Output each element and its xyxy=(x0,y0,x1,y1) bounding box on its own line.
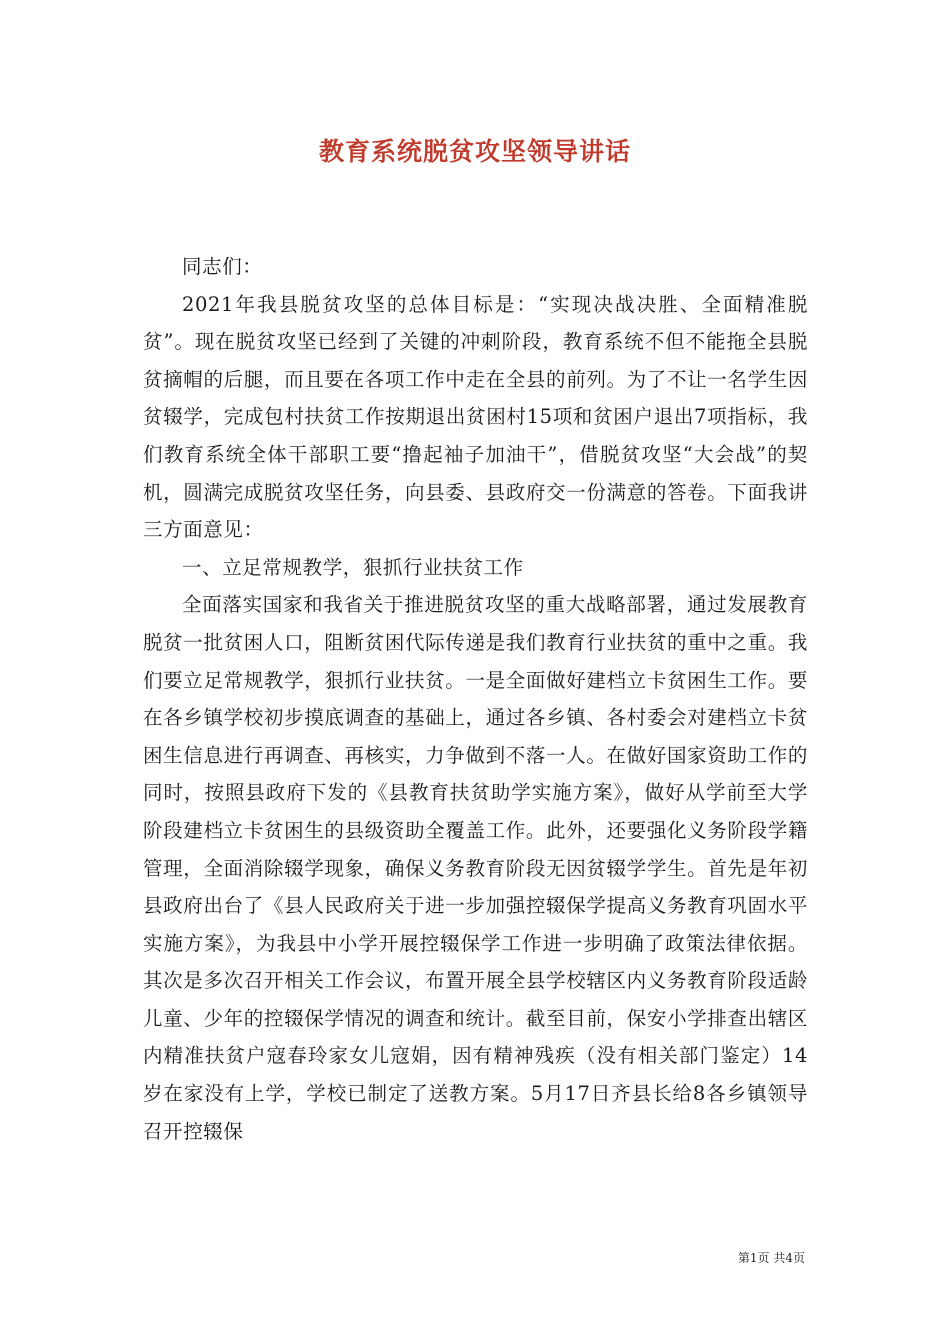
document-title: 教育系统脱贫攻坚领导讲话 xyxy=(318,137,631,166)
paragraph-intro: 2021年我县脱贫攻坚的总体目标是：“实现决战决胜、全面精准脱贫”。现在脱贫攻坚已经到了关键的冲刺阶段，教育系统不但不能拖全县脱贫摘帽的后腿，而且要在各项工作中走在全县的前列。为了不让一名学生因贫辍学，完成包村扶贫工作按期退出贫困村15项和贫困户退出7项指标，我们教育系统全体干部职工要“撸起袖子加油干”，借脱贫攻坚“大会战”的契机，圆满完成脱贫攻坚任务，向县委、县政府交一份满意的答卷。下面我讲三方面意见： xyxy=(143,292,808,542)
document-body xyxy=(143,248,808,1150)
salutation: 同志们： xyxy=(182,255,263,278)
section-heading-1: 一、立足常规教学，狠抓行业扶贫工作 xyxy=(182,555,524,579)
paragraph-section-1: 全面落实国家和我省关于推进脱贫攻坚的重大战略部署，通过发展教育脱贫一批贫困人口，阻断贫困代际传递是我们教育行业扶贫的重中之重。我们要立足常规教学，狠抓行业扶贫。一是全面做好建档立卡贫困生工作。要在各乡镇学校初步摸底调查的基础上，通过各乡镇、各村委会对建档立卡贫困生信息进行再调查、再核实，力争做到不落一人。在做好国家资助工作的同时，按照县政府下发的《县教育扶贫助学实施方案》，做好从学前至大学阶段建档立卡贫困生的县级资助全覆盖工作。此外，还要强化义务阶段学籍管理，全面消除辍学现象，确保义务教育阶段无因贫辍学学生。首先是年初县政府出台了《县人民政府关于进一步加强控辍保学提高义务教育巩固水平实施方案》，为我县中小学开展控辍保学工作进一步明确了政策法律依据。其次是多次召开相关工作会议，布置开展全县学校辖区内义务教育阶段适龄儿童、少年的控辍保学情况的调查和统计。截至目前，保安小学排查出辖区内精准扶贫户寇春玲家女儿寇娟，因有精神残疾（没有相关部门鉴定）14岁在家没有上学，学校已制定了送教方案。5月17日齐县长给8各乡镇领导召开控辍保 xyxy=(143,593,808,1143)
page-number: 第1页 共4页 xyxy=(737,1251,805,1265)
